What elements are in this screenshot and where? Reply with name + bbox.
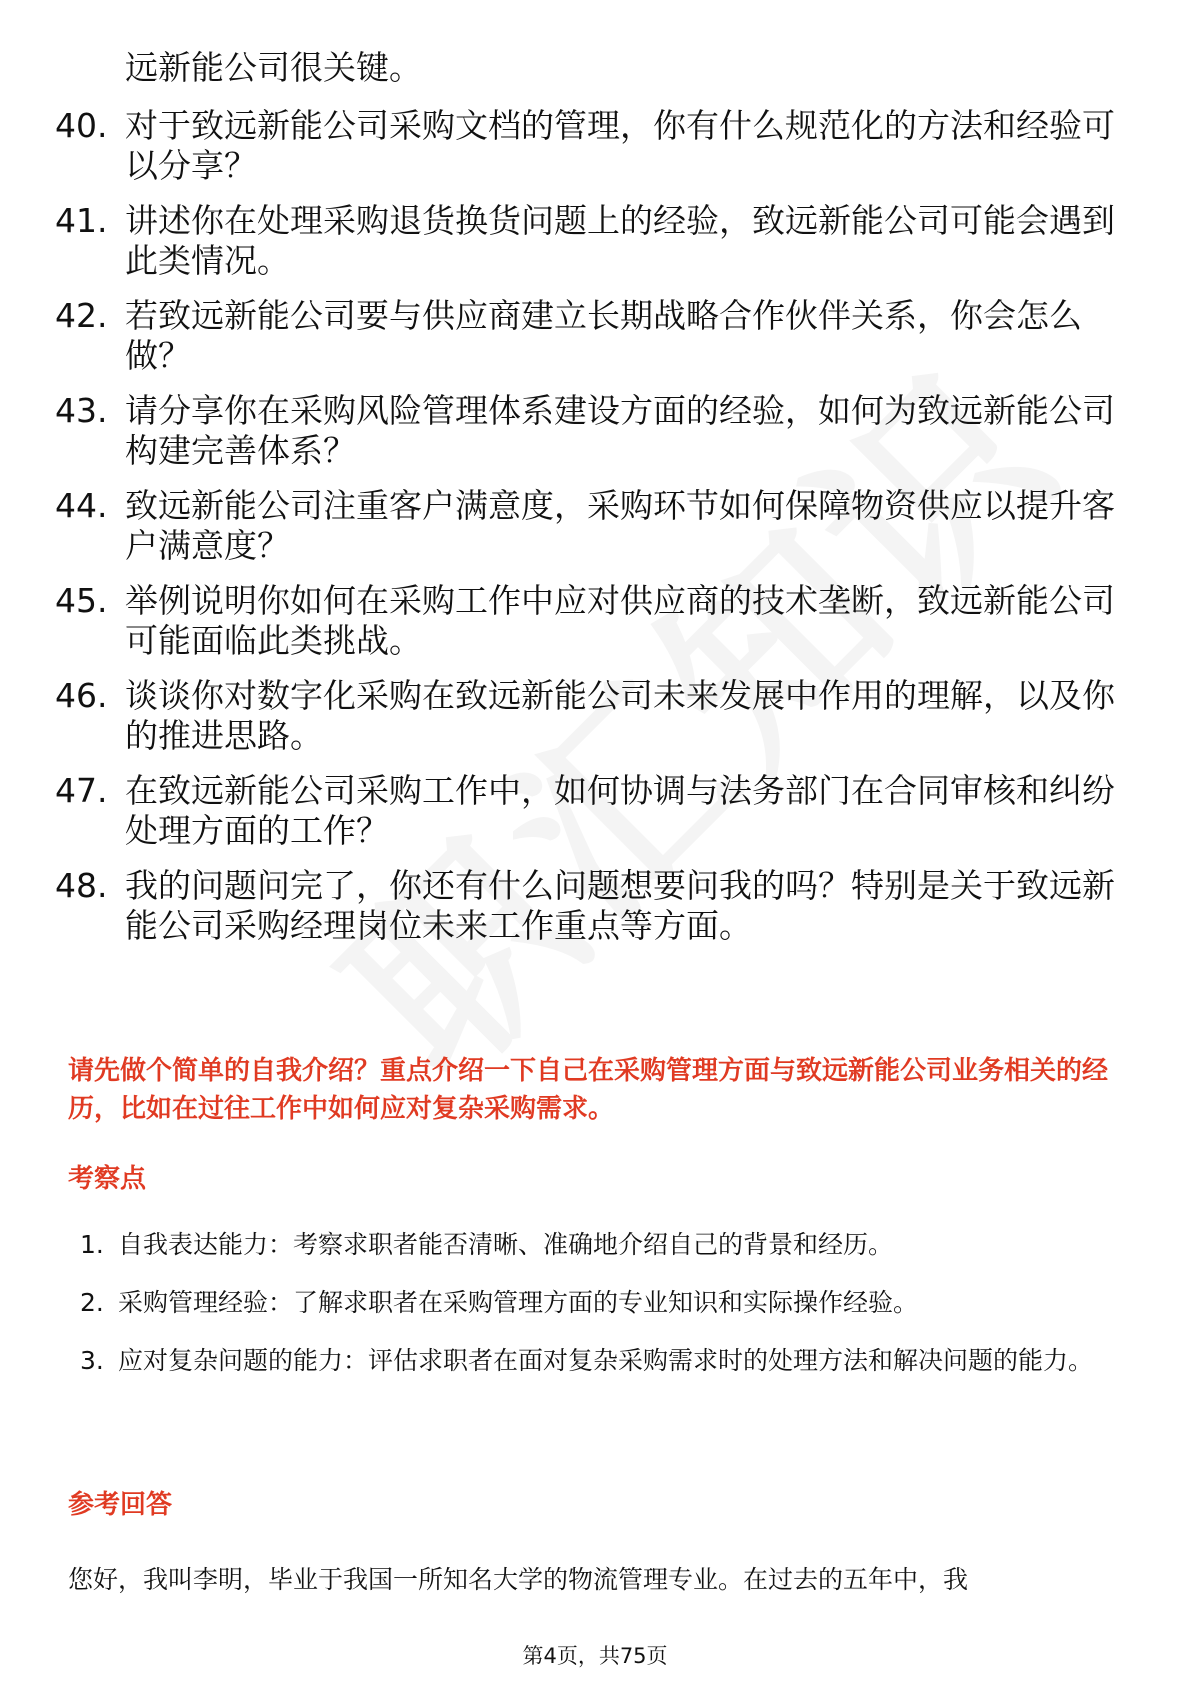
item-number: 3. bbox=[80, 1346, 104, 1375]
item-text: 致远新能公司注重客户满意度，采购环节如何保障物资供应以提升客户满意度？ bbox=[125, 486, 1115, 565]
item-number: 45. bbox=[55, 581, 108, 620]
item-text: 谈谈你对数字化采购在致远新能公司未来发展中作用的理解，以及你的推进思路。 bbox=[125, 676, 1115, 755]
highlight-question: 请先做个简单的自我介绍？重点介绍一下自己在采购管理方面与致远新能公司业务相关的经历，比如在过往工作中如何应对复杂采购需求。 bbox=[68, 1056, 1109, 1124]
item-number: 41. bbox=[55, 201, 108, 240]
item-text: 若致远新能公司要与供应商建立长期战略合作伙伴关系，你会怎么做？ bbox=[125, 296, 1082, 375]
item-number: 43. bbox=[55, 391, 108, 430]
item-number: 42. bbox=[55, 296, 108, 335]
item-number: 46. bbox=[55, 676, 108, 715]
continuation-text: 远新能公司很关键。 bbox=[125, 48, 422, 87]
item-number: 44. bbox=[55, 486, 108, 525]
item-text: 自我表达能力：考察求职者能否清晰、准确地介绍自己的背景和经历。 bbox=[118, 1230, 894, 1259]
item-number: 47. bbox=[55, 771, 108, 810]
item-number: 48. bbox=[55, 866, 108, 905]
item-number: 1. bbox=[80, 1230, 104, 1259]
item-text: 讲述你在处理采购退货换货问题上的经验，致远新能公司可能会遇到此类情况。 bbox=[125, 201, 1115, 280]
item-text: 在致远新能公司采购工作中，如何协调与法务部门在合同审核和纠纷处理方面的工作？ bbox=[125, 771, 1115, 850]
item-number: 2. bbox=[80, 1288, 104, 1317]
item-text: 我的问题问完了，你还有什么问题想要问我的吗？特别是关于致远新能公司采购经理岗位未来工作重点等方面。 bbox=[125, 866, 1115, 945]
page-footer: 第4页，共75页 bbox=[522, 1644, 668, 1668]
section-title-answer: 参考回答 bbox=[68, 1490, 173, 1520]
answer-text: 您好，我叫李明，毕业于我国一所知名大学的物流管理专业。在过去的五年中，我 bbox=[68, 1565, 969, 1594]
item-text: 应对复杂问题的能力：评估求职者在面对复杂采购需求时的处理方法和解决问题的能力。 bbox=[118, 1346, 1094, 1375]
item-number: 40. bbox=[55, 106, 108, 145]
item-text: 采购管理经验：了解求职者在采购管理方面的专业知识和实际操作经验。 bbox=[118, 1288, 919, 1317]
item-text: 举例说明你如何在采购工作中应对供应商的技术垄断，致远新能公司可能面临此类挑战。 bbox=[125, 581, 1115, 660]
item-text: 请分享你在采购风险管理体系建设方面的经验，如何为致远新能公司构建完善体系？ bbox=[125, 391, 1115, 470]
section-title-points: 考察点 bbox=[68, 1164, 147, 1194]
item-text: 对于致远新能公司采购文档的管理，你有什么规范化的方法和经验可以分享？ bbox=[125, 106, 1115, 185]
